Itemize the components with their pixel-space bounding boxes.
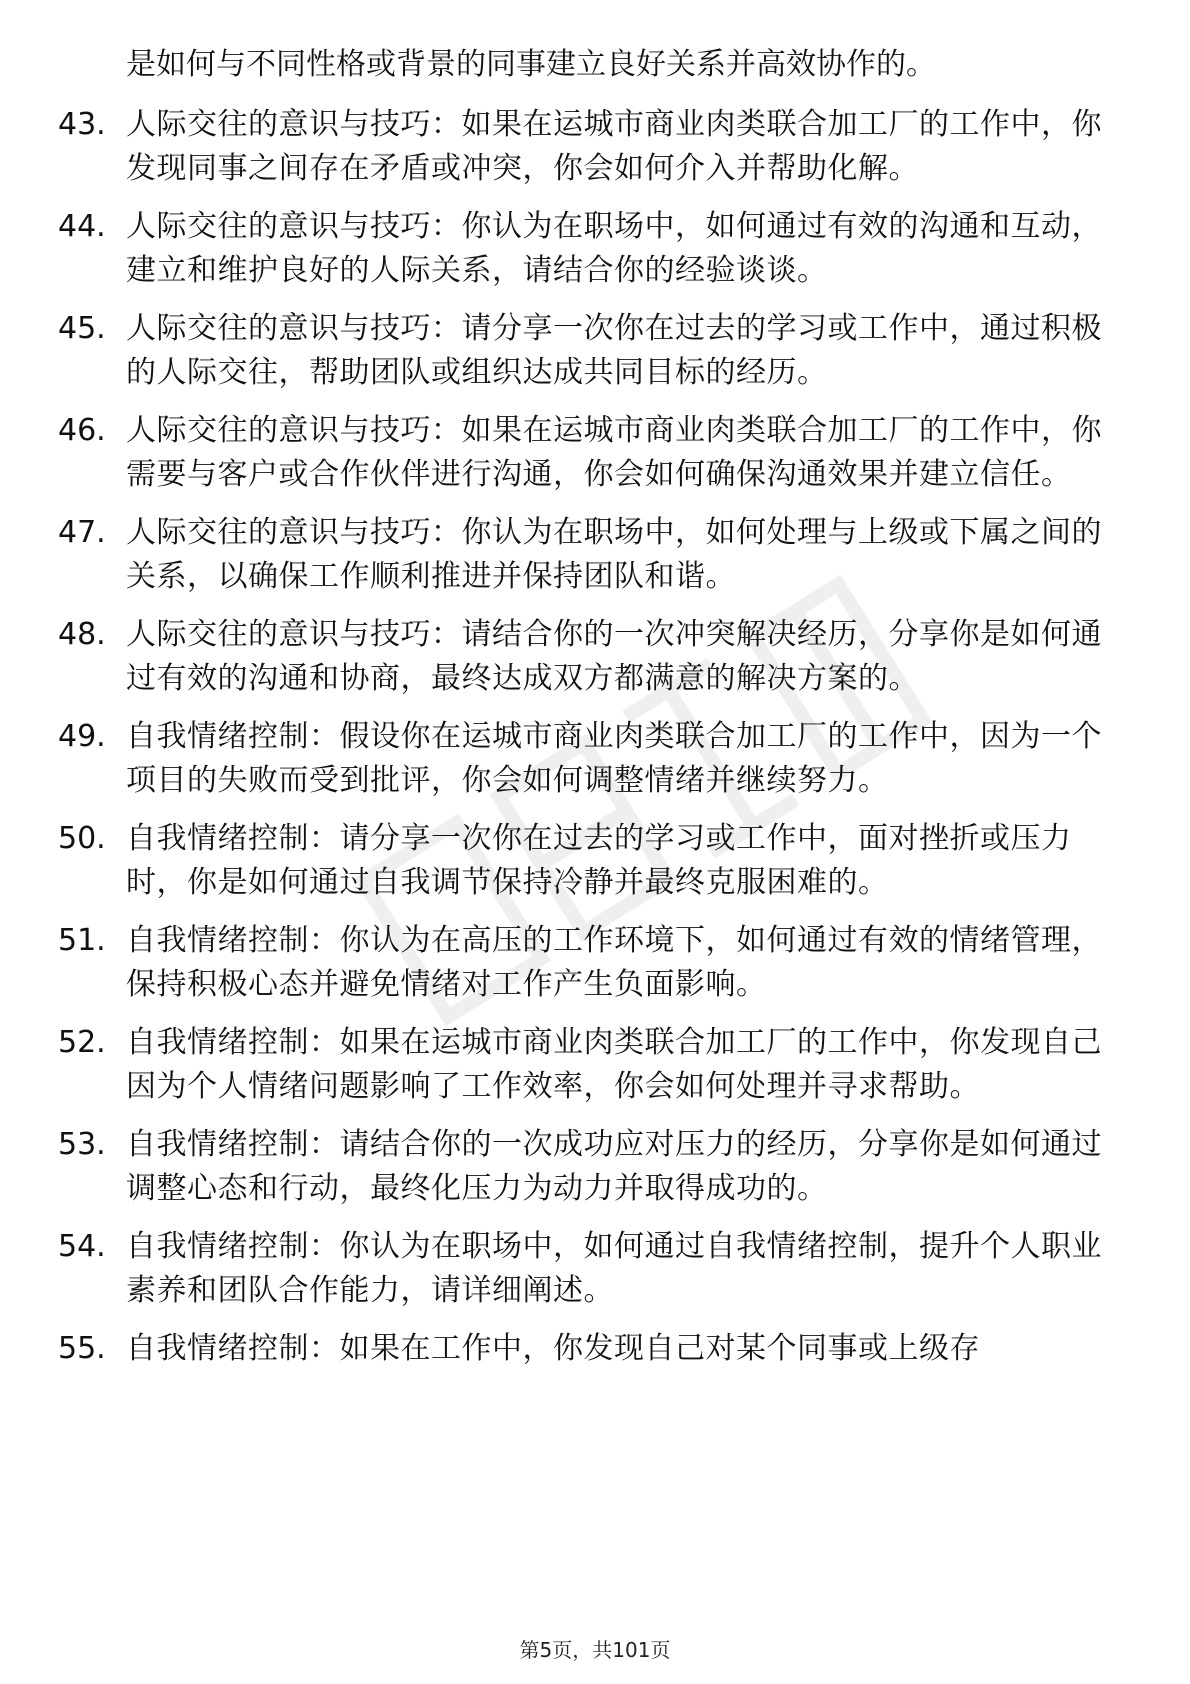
question-number: 47. — [58, 515, 106, 550]
question-text: 自我情绪控制：你认为在高压的工作环境下，如何通过有效的情绪管理，保持积极心态并避免情绪对工作产生负面影响。 — [126, 923, 1102, 1002]
question-text: 人际交往的意识与技巧：如果在运城市商业肉类联合加工厂的工作中，你发现同事之间存在矛盾或冲突，你会如何介入并帮助化解。 — [126, 107, 1102, 186]
question-list — [0, 103, 1190, 1385]
question-text: 人际交往的意识与技巧：请分享一次你在过去的学习或工作中，通过积极的人际交往，帮助团队或组织达成共同目标的经历。 — [126, 311, 1102, 390]
question-number: 50. — [58, 821, 106, 856]
question-number: 52. — [58, 1025, 106, 1060]
question-item — [0, 613, 1190, 701]
continuation-text: 是如何与不同性格或背景的同事建立良好关系并高效协作的。 — [126, 47, 936, 82]
question-number: 45. — [58, 311, 106, 346]
question-number: 49. — [58, 719, 106, 754]
question-text: 自我情绪控制：假设你在运城市商业肉类联合加工厂的工作中，因为一个项目的失败而受到批评，你会如何调整情绪并继续努力。 — [126, 719, 1102, 798]
question-text: 自我情绪控制：如果在工作中，你发现自己对某个同事或上级存 — [126, 1331, 980, 1366]
question-number: 54. — [58, 1229, 106, 1264]
question-text: 自我情绪控制：你认为在职场中，如何通过自我情绪控制，提升个人职业素养和团队合作能力，请详细阐述。 — [126, 1229, 1102, 1308]
page-footer: 第5页，共101页 — [519, 1638, 671, 1662]
question-number: 53. — [58, 1127, 106, 1162]
question-item — [0, 409, 1190, 497]
question-item — [0, 1327, 1190, 1371]
question-item — [0, 511, 1190, 599]
question-item — [0, 817, 1190, 905]
question-number: 48. — [58, 617, 106, 652]
question-text: 自我情绪控制：请结合你的一次成功应对压力的经历，分享你是如何通过调整心态和行动，最终化压力为动力并取得成功的。 — [126, 1127, 1102, 1206]
question-item — [0, 205, 1190, 293]
question-item — [0, 307, 1190, 395]
question-text: 人际交往的意识与技巧：如果在运城市商业肉类联合加工厂的工作中，你需要与客户或合作伙伴进行沟通，你会如何确保沟通效果并建立信任。 — [126, 413, 1102, 492]
question-number: 46. — [58, 413, 106, 448]
question-number: 55. — [58, 1331, 106, 1366]
question-number: 44. — [58, 209, 106, 244]
question-number: 51. — [58, 923, 106, 958]
question-item — [0, 715, 1190, 803]
question-text: 人际交往的意识与技巧：请结合你的一次冲突解决经历，分享你是如何通过有效的沟通和协商，最终达成双方都满意的解决方案的。 — [126, 617, 1102, 696]
question-number: 43. — [58, 107, 106, 142]
question-item — [0, 919, 1190, 1007]
question-text: 自我情绪控制：请分享一次你在过去的学习或工作中，面对挫折或压力时，你是如何通过自我调节保持冷静并最终克服困难的。 — [126, 821, 1072, 900]
question-item — [0, 1225, 1190, 1313]
question-text: 自我情绪控制：如果在运城市商业肉类联合加工厂的工作中，你发现自己因为个人情绪问题影响了工作效率，你会如何处理并寻求帮助。 — [126, 1025, 1102, 1104]
question-item — [0, 1021, 1190, 1109]
question-item — [0, 1123, 1190, 1211]
question-text: 人际交往的意识与技巧：你认为在职场中，如何通过有效的沟通和互动，建立和维护良好的人际关系，请结合你的经验谈谈。 — [126, 209, 1102, 288]
question-text: 人际交往的意识与技巧：你认为在职场中，如何处理与上级或下属之间的关系，以确保工作顺利推进并保持团队和谐。 — [126, 515, 1102, 594]
question-item — [0, 103, 1190, 191]
